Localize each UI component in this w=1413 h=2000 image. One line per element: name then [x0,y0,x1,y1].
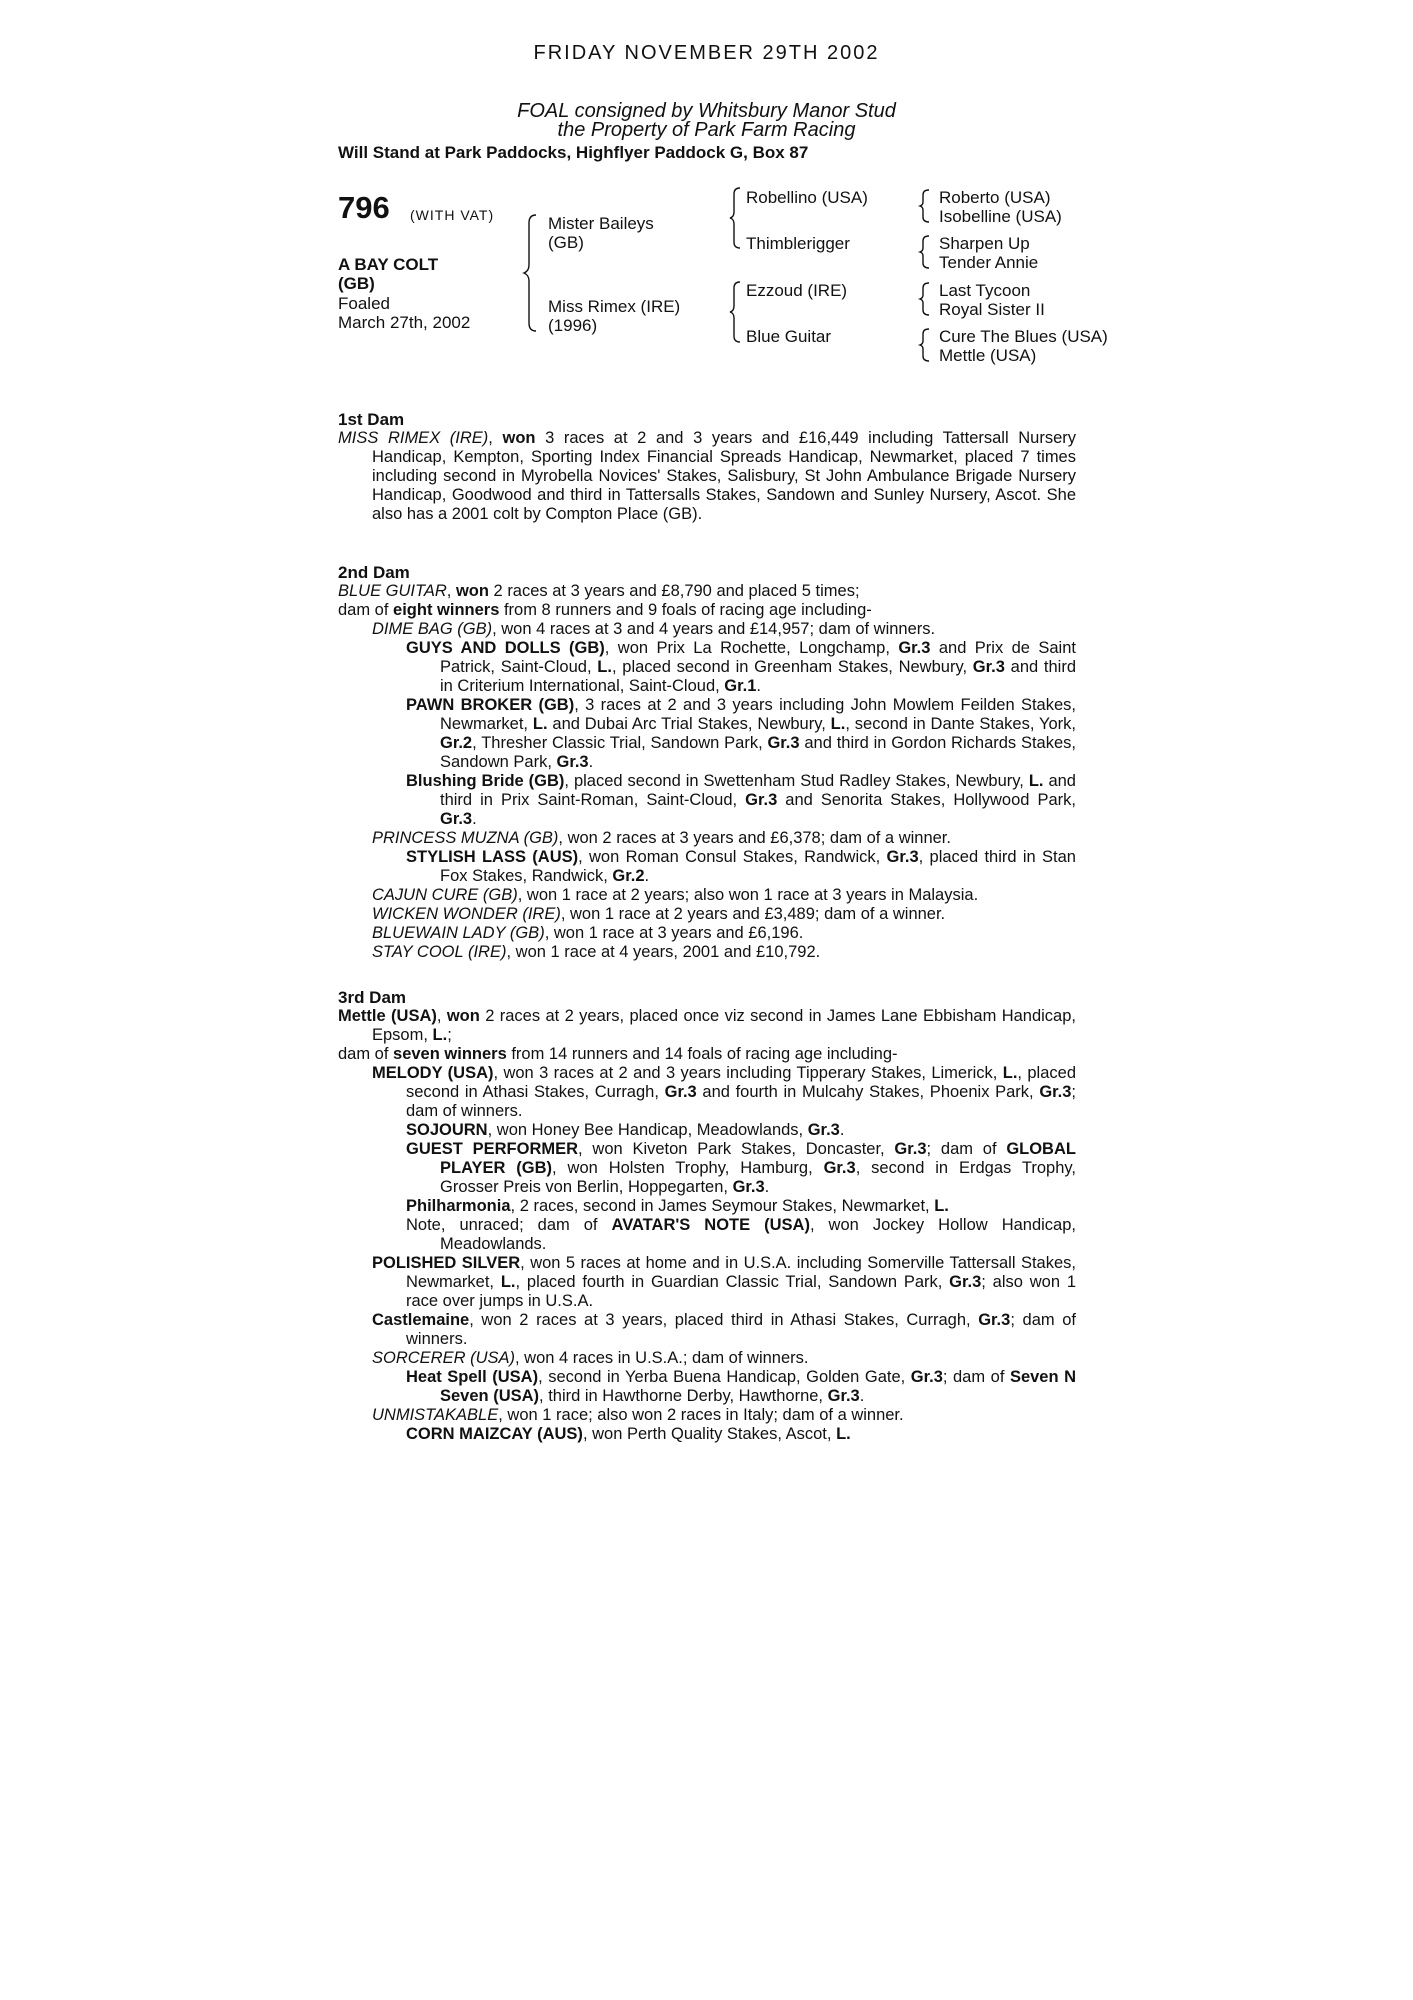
produce-corn-maizcay [406,1425,851,1444]
grade: Gr.3 [664,1083,697,1101]
grade: Gr.3 [910,1368,943,1386]
grade: Gr.3 [556,753,589,771]
grandsire-2: Ezzoud (IRE) [746,281,848,300]
horse-name: CORN MAIZCAY (AUS) [406,1425,583,1443]
listed: L. [597,658,612,676]
text: , won Kiveton Park Stakes, Doncaster, [578,1140,895,1158]
grade: Gr.3 [894,1140,927,1158]
horse-name: GUEST PERFORMER [406,1140,579,1158]
text: . [588,753,594,771]
text: and third in Criterium International, Saint-Cloud, [440,658,1077,695]
text: , won 3 races at 2 and 3 years including Tipperary Stakes, Limerick, [493,1064,1003,1082]
third-dam-record: Mettle (USA), won 2 races at 2 years, placed once viz second in James Lane Ebbisham Handicap, Epsom, L.; [338,1007,1076,1044]
horse-record: , won 4 races in U.S.A.; dam of winners. [515,1349,809,1367]
text: , Thresher Classic Trial, Sandown Park, [472,734,768,752]
horse-name: Castlemaine [372,1311,470,1329]
text: , won 2 races at 3 years, placed third in Athasi Stakes, Curragh, [469,1311,979,1329]
horse-name: SORCERER (USA) [372,1349,516,1367]
great-grandparent-1: Roberto (USA) [939,188,1051,207]
grade: Gr.2 [440,734,473,752]
grade: Gr.3 [972,658,1005,676]
granddam-1: Thimblerigger [746,234,850,253]
runners-foals-text: from 8 runners and 9 foals of racing age including- [499,601,872,619]
foaled-label: Foaled [338,294,390,313]
horse-name: AVATAR'S NOTE (USA) [611,1216,810,1234]
produce-guys-and-dolls [406,639,1076,696]
runners-foals-text: from 14 runners and 14 foals of racing age including- [506,1045,898,1063]
produce-stay-cool [372,943,820,962]
grade: Gr.3 [949,1273,982,1291]
produce-unmistakable [372,1406,904,1425]
produce-heat-spell [406,1368,1076,1406]
text: ; dam of winners. [406,1083,1077,1120]
text: , placed fourth in Guardian Classic Trial, Sandown Park, [515,1273,950,1291]
text: , 2 races, second in James Seymour Stakes, Newmarket, [510,1197,935,1215]
pedigree-brace-g4 [920,327,930,363]
lot-description-origin: (GB) [338,274,375,293]
grade: Gr.3 [827,1387,860,1405]
text: ; dam of [926,1140,997,1158]
produce-pawn-broker [406,696,1076,772]
text: , placed third in Stan Fox Stakes, Randwick, [440,848,1076,885]
foaled-date: March 27th, 2002 [338,313,471,332]
first-dam-text: 3 races at 2 and 3 years and £16,449 including Tattersall Nursery Handicap, Kempton, Sporting Index Financial Spreads Handicap, Newmarket, placed 7 times including second in Myrobella Novices' Stakes, Salisbury, St John Ambulance Brigade Nursery Handicap, Goodwood and third in Tattersalls Stakes, Sandown and Sunley Nursery, Ascot. She also has a 2001 colt by Compton Place (GB). [372,429,1076,523]
first-dam-heading: 1st Dam [338,410,405,429]
text: , won Roman Consul Stakes, Randwick, [578,848,887,866]
text: , placed second in Swettenham Stud Radley Stakes, Newbury, [564,772,1029,790]
grade: Gr.3 [1039,1083,1072,1101]
great-grandparent-4: Tender Annie [939,253,1039,272]
granddam-2: Blue Guitar [746,327,832,346]
pedigree-brace-main [524,213,538,333]
horse-name: Philharmonia [406,1197,511,1215]
produce-dime-bag [372,620,935,639]
grade: Gr.1 [724,677,757,695]
horse-name: MELODY (USA) [372,1064,494,1082]
horse-name: BLUEWAIN LADY (GB) [372,924,545,942]
horse-name: STAY COOL (IRE) [372,943,507,961]
produce-castlemaine [372,1311,1076,1349]
stand-location: Will Stand at Park Paddocks, Highflyer Paddock G, Box 87 [338,143,809,162]
text: ; also won 1 race over jumps in U.S.A. [406,1273,1076,1310]
produce-blushing-bride [406,772,1076,829]
text: ; dam of winners. [406,1311,1076,1348]
horse-name: PAWN BROKER (GB) [406,696,575,714]
text: , won Honey Bee Handicap, Meadowlands, [487,1121,808,1139]
dam-name: Miss Rimex (IRE) [548,297,681,316]
text: ; [447,1026,452,1044]
pedigree-brace-sire [730,186,742,250]
dam-of-label: dam of [338,1045,394,1063]
text: , won Prix La Rochette, Longchamp, [604,639,899,657]
horse-name: GUYS AND DOLLS (GB) [406,639,605,657]
horse-name: WICKEN WONDER (IRE) [372,905,561,923]
second-dam-heading: 2nd Dam [338,563,410,582]
lot-description: A BAY COLT [338,255,439,274]
text: and Prix de Saint Patrick, Saint-Cloud, [440,639,1076,676]
text: , third in Hawthorne Derby, Hawthorne, [539,1387,828,1405]
text: ; dam of [942,1368,1010,1386]
text: , won 5 races at home and in U.S.A. including Somerville Tattersall Stakes, Newmarket, [406,1254,1076,1291]
dam-year: (1996) [548,316,598,335]
text: and Dubai Arc Trial Stakes, Newbury, [547,715,831,733]
text: . [859,1387,865,1405]
pedigree-brace-dam [730,280,742,344]
grade: Gr.3 [732,1178,765,1196]
horse-name: Heat Spell (USA) [406,1368,539,1386]
grade: Gr.3 [745,791,778,809]
pedigree-brace-g2 [920,234,930,270]
third-dam-name: Mettle (USA) [338,1007,437,1025]
vat-note: (WITH VAT) [410,207,495,223]
text: , second in Yerba Buena Handicap, Golden Gate, [538,1368,911,1386]
horse-record: , won 2 races at 3 years and £6,378; dam of a winner. [558,829,951,847]
produce-melody [372,1064,1076,1121]
text: and third in Gordon Richards Stakes, Sandown Park, [440,734,1076,771]
text: , second in Erdgas Trophy, Grosser Preis von Berlin, Hoppegarten, [440,1159,1076,1196]
text: 2 races at 2 years, placed once viz second in James Lane Ebbisham Handicap, Epsom, [372,1007,1076,1044]
horse-name: POLISHED SILVER [372,1254,521,1272]
second-dam-record: BLUE GUITAR, won 2 races at 3 years and £8,790 and placed 5 times; [338,582,860,600]
consignor-line: FOAL consigned by Whitsbury Manor Stud [517,100,896,122]
produce-wicken-wonder [372,905,945,924]
text: . [644,867,650,885]
grade: Gr.3 [767,734,800,752]
text: , placed second in Greenham Stakes, Newbury, [611,658,973,676]
text: . [756,677,761,695]
horse-record: , won 4 races at 3 and 4 years and £14,957; dam of winners. [492,620,936,638]
grade: Gr.3 [886,848,919,866]
won-label: won [455,582,489,600]
horse-name: PRINCESS MUZNA (GB) [372,829,559,847]
pedigree-brace-g1 [920,188,930,224]
horse-name: UNMISTAKABLE [372,1406,499,1424]
text: and Senorita Stakes, Hollywood Park, [777,791,1076,809]
sale-date: FRIDAY NOVEMBER 29TH 2002 [533,42,880,64]
first-dam-name: MISS RIMEX (IRE) [338,429,489,447]
horse-record: , won 1 race at 2 years and £3,489; dam of a winner. [560,905,946,923]
second-dam-text: 2 races at 3 years and £8,790 and placed 5 times; [488,582,860,600]
first-dam-record: MISS RIMEX (IRE), won 3 races at 2 and 3 years and £16,449 including Tattersall Nursery Handicap, Kempton, Sporting Index Financial Spreads Handicap, Newmarket, placed 7 times including second in Myrobella Novices' Stakes, Salisbury, St John Ambulance Brigade Nursery Handicap, Goodwood and third in Tattersalls Stakes, Sandown and Sunley Nursery, Ascot. She also has a 2001 colt by Compton Place (GB). [338,429,1076,523]
dam-of-label: dam of [338,601,394,619]
horse-record: , won 1 race; also won 2 races in Italy; dam of a winner. [498,1406,904,1424]
text: . [472,810,477,828]
produce-princess-muzna [372,829,951,848]
great-grandparent-3: Sharpen Up [939,234,1030,253]
produce-note [406,1216,1076,1254]
produce-cajun-cure [372,886,978,905]
great-grandparent-8: Mettle (USA) [939,346,1037,365]
grade: Gr.3 [823,1159,856,1177]
text: . [839,1121,845,1139]
listed: L. [830,715,846,733]
great-grandparent-6: Royal Sister II [939,300,1045,319]
listed: L. [1028,772,1044,790]
horse-name: DIME BAG (GB) [372,620,493,638]
text: , won Perth Quality Stakes, Ascot, [582,1425,837,1443]
won-label: won [502,429,536,447]
produce-philharmonia [406,1197,949,1216]
listed: L. [500,1273,516,1291]
great-grandparent-7: Cure The Blues (USA) [939,327,1108,346]
text: , second in Dante Stakes, York, [845,715,1076,733]
lot-number: 796 [338,190,390,225]
listed: L. [836,1425,851,1443]
text: , placed second in Athasi Stakes, Curragh, [406,1064,1076,1101]
listed: L. [1002,1064,1018,1082]
third-dam-produce-summary [338,1045,898,1064]
second-dam-name: BLUE GUITAR [338,582,447,600]
produce-stylish-lass [406,848,1076,886]
produce-guest-performer [406,1140,1076,1197]
grade: Gr.3 [440,810,473,828]
text: . [764,1178,770,1196]
produce-sojourn [406,1121,844,1140]
horse-record: , won 1 race at 3 years and £6,196. [544,924,804,942]
listed: L. [532,715,548,733]
horse-record: , won 1 race at 2 years; also won 1 race at 3 years in Malaysia. [517,886,979,904]
horse-name: STYLISH LASS (AUS) [406,848,579,866]
pedigree-brace-g3 [920,281,930,317]
grade: Gr.3 [978,1311,1011,1329]
grade: Gr.3 [807,1121,840,1139]
sire-origin: (GB) [548,233,584,252]
text: and third in Prix Saint-Roman, Saint-Cloud, [440,772,1076,809]
great-grandparent-2: Isobelline (USA) [939,207,1062,226]
grade: Gr.3 [898,639,931,657]
winners-count: eight winners [393,601,500,619]
text: Note, unraced; dam of [406,1216,612,1234]
sire-name: Mister Baileys [548,214,654,233]
text: , won Jockey Hollow Handicap, Meadowlands. [440,1216,1076,1253]
horse-name: SOJOURN [406,1121,488,1139]
grade: Gr.2 [612,867,645,885]
listed: L. [432,1026,448,1044]
property-line: the Property of Park Farm Racing [557,119,856,141]
horse-name: Seven N Seven (USA) [440,1368,1076,1405]
horse-name: GLOBAL PLAYER (GB) [440,1140,1076,1177]
horse-name: CAJUN CURE (GB) [372,886,518,904]
second-dam-produce-summary [338,601,872,620]
great-grandparent-5: Last Tycoon [939,281,1031,300]
listed: L. [934,1197,949,1215]
text: , 3 races at 2 and 3 years including John Mowlem Feilden Stakes, Newmarket, [440,696,1076,733]
produce-sorcerer [372,1349,808,1368]
text: and fourth in Mulcahy Stakes, Phoenix Park, [696,1083,1040,1101]
produce-bluewain-lady [372,924,803,943]
winners-count: seven winners [393,1045,507,1063]
text: , won Holsten Trophy, Hamburg, [552,1159,824,1177]
won-label: won [446,1007,480,1025]
horse-record: , won 1 race at 4 years, 2001 and £10,792. [506,943,821,961]
horse-name: Blushing Bride (GB) [406,772,565,790]
produce-polished-silver [372,1254,1076,1311]
grandsire-1: Robellino (USA) [746,188,868,207]
third-dam-heading: 3rd Dam [338,988,407,1007]
